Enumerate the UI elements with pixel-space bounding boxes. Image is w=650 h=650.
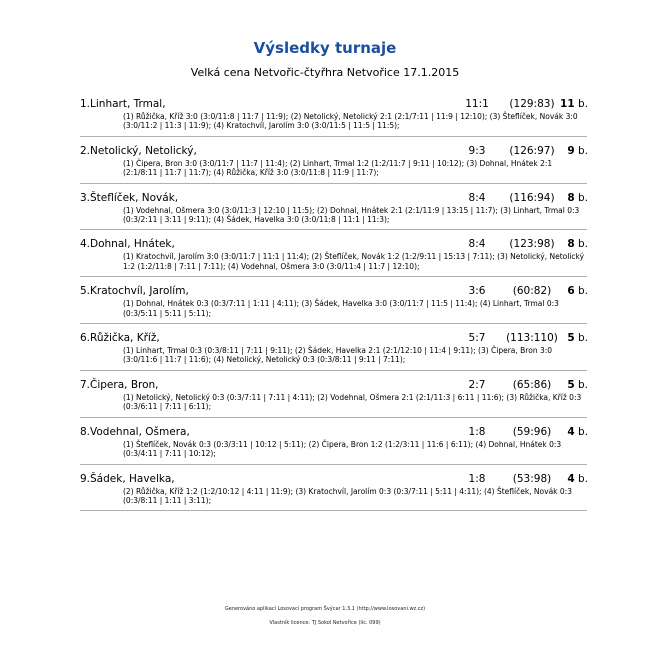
points-ratio: (116:94) [509, 191, 555, 204]
points-suffix: b. [577, 425, 588, 438]
match-details: (1) Vodehnal, Ošmera 3:0 (3:0/11:3 | 12:10 | 11:5); (2) Dohnal, Hnátek 2:1 (2:1/11:9 | 13:15 | 11:7); (3) Linhart, Trmal 0:3 (0:3/2:11 | 3:11 | 9:11); (4) Šádek, Havelka 3:0 (3:0/11:8 | 11:1 | 11:3); [123, 205, 580, 225]
total-points [558, 144, 588, 158]
points-ratio: (123:98) [509, 238, 555, 251]
result-entry [80, 371, 587, 418]
match-score: 3:6 [468, 285, 486, 298]
team-name: 3.Šteflíček, Novák, [80, 191, 179, 204]
points-suffix: b. [577, 238, 588, 251]
result-entry [80, 230, 587, 277]
points-ratio: (129:83) [509, 98, 555, 110]
match-score: 1:8 [468, 425, 486, 438]
points-suffix: b. [577, 191, 588, 204]
match-score: 1:8 [468, 472, 486, 485]
footer-generator: Generováno aplikací Losovací program Švýcar 1.3.1 (http://www.losovani.wz.cz) [224, 606, 426, 612]
result-entry [80, 465, 587, 512]
points-value: 4 [567, 425, 575, 438]
page-subtitle: Velká cena Netvořic-čtyřhra Netvořice 17.1.2015 [190, 66, 460, 79]
result-entry [80, 90, 587, 137]
team-name: 8.Vodehnal, Ošmera, [80, 425, 190, 438]
total-points [558, 237, 588, 251]
match-score: 8:4 [468, 191, 486, 204]
total-points [558, 284, 588, 298]
points-ratio: (113:110) [506, 332, 558, 345]
total-points [558, 97, 588, 111]
result-entry [80, 137, 587, 184]
points-suffix: b. [577, 378, 588, 391]
match-score: 9:3 [468, 144, 486, 157]
team-name: 6.Růžička, Kříž, [80, 332, 160, 345]
points-ratio: (60:82) [512, 285, 552, 298]
total-points [558, 331, 588, 345]
team-name: 4.Dohnal, Hnátek, [80, 238, 175, 251]
match-score: 2:7 [468, 378, 486, 391]
match-details: (1) Dohnal, Hnátek 0:3 (0:3/7:11 | 1:11 | 4:11); (3) Šádek, Havelka 3:0 (3:0/11:7 | 11:5 | 11:4); (4) Linhart, Trmal 0:3 (0:3/5:11 | 5:11 | 5:11); [123, 299, 559, 318]
points-value: 8 [567, 191, 575, 204]
points-value: 5 [567, 378, 575, 391]
points-ratio: (126:97) [509, 144, 555, 157]
match-details: (1) Netolický, Netolický 0:3 (0:3/7:11 | 7:11 | 4:11); (2) Vodehnal, Ošmera 2:1 (2:1/11:3 | 6:11 | 11:6); (3) Růžička, Kříž 0:3 (0:3/6:11 | 7:11 | 6:11); [123, 392, 582, 412]
team-name: 9.Šádek, Havelka, [80, 472, 175, 485]
result-entry [80, 184, 587, 231]
points-ratio: (65:86) [512, 378, 552, 391]
points-value: 8 [567, 238, 575, 251]
points-suffix: b. [577, 144, 588, 157]
total-points [558, 191, 588, 205]
team-name: 2.Netolický, Netolický, [80, 144, 197, 157]
team-name: 7.Čipera, Bron, [80, 378, 159, 391]
points-value: 6 [567, 285, 575, 298]
results-list [80, 90, 587, 511]
points-value: 9 [567, 144, 575, 157]
points-value: 4 [567, 472, 575, 485]
match-details: (1) Růžička, Kříž 3:0 (3:0/11:8 | 11:7 | 11:9); (2) Netolický, Netolický 2:1 (2:1/7:11 | 11:9 | 12:10); (3) Šteflíček, Novák 3:0 (3:0/11:2 | 11:3 | 11:9); (4) Kratochvíl, Jarolím 3:0 (3:0/11:5 | 11:5 | 11:5); [123, 112, 578, 131]
match-score: 5:7 [468, 332, 486, 345]
match-details: (1) Šteflíček, Novák 0:3 (0:3/3:11 | 10:12 | 5:11); (2) Čipera, Bron 1:2 (1:2/3:11 | 11:6 | 6:11); (4) Dohnal, Hnátek 0:3 (0:3/4:11 | 7:11 | 10:12); [123, 439, 562, 459]
page-title: Výsledky turnaje [253, 39, 397, 57]
total-points [558, 472, 588, 486]
match-score: 11:1 [465, 98, 489, 110]
total-points [558, 425, 588, 439]
result-entry [80, 418, 587, 465]
match-details: (1) Čipera, Bron 3:0 (3:0/11:7 | 11:7 | 11:4); (2) Linhart, Trmal 1:2 (1:2/11:7 | 9:11 | 10:12); (3) Dohnal, Hnátek 2:1 (2:1/8:11 | 11:7 | 11:7); (4) Růžička, Kříž 3:0 (3:0/11:8 | 11:9 | 11:7); [123, 158, 553, 178]
total-points [558, 378, 588, 392]
team-name: 1.Linhart, Trmal, [80, 98, 166, 110]
match-details: (1) Kratochvíl, Jarolím 3:0 (3:0/11:7 | 11:1 | 11:4); (2) Šteflíček, Novák 1:2 (1:2/9:11 | 15:13 | 7:11); (3) Netolický, Netolický 1:2 (1:2/11:8 | 7:11 | 7:11); (4) Vodehnal, Ošmera 3:0 (3:0/11:4 | 11:7 | 12:10); [123, 252, 585, 271]
points-suffix: b. [577, 285, 588, 298]
match-score: 8:4 [468, 238, 486, 251]
footer-license: Vlastník licence: TJ Sokol Netvořice (lic. 099) [269, 620, 381, 626]
points-ratio: (59:96) [512, 425, 552, 438]
match-details: (1) Linhart, Trmal 0:3 (0:3/8:11 | 7:11 | 9:11); (2) Šádek, Havelka 2:1 (2:1/12:10 | 11:4 | 9:11); (3) Čipera, Bron 3:0 (3:0/11:6 | 11:7 | 11:6); (4) Netolický, Netolický 0:3 (0:3/8:11 | 9:11 | 7:11); [123, 346, 553, 365]
result-entry [80, 324, 587, 371]
result-entry [80, 277, 587, 324]
points-value: 11 [560, 98, 575, 110]
points-suffix: b. [577, 332, 588, 345]
team-name: 5.Kratochvíl, Jarolím, [80, 285, 189, 298]
points-value: 5 [567, 332, 575, 345]
match-details: (2) Růžička, Kříž 1:2 (1:2/10:12 | 4:11 | 11:9); (3) Kratochvíl, Jarolím 0:3 (0:3/7:11 | 5:11 | 4:11); (4) Šteflíček, Novák 0:3 (0:3/8:11 | 1:11 | 3:11); [123, 486, 572, 505]
points-suffix: b. [577, 98, 588, 110]
points-ratio: (53:98) [512, 472, 552, 485]
points-suffix: b. [577, 472, 588, 485]
